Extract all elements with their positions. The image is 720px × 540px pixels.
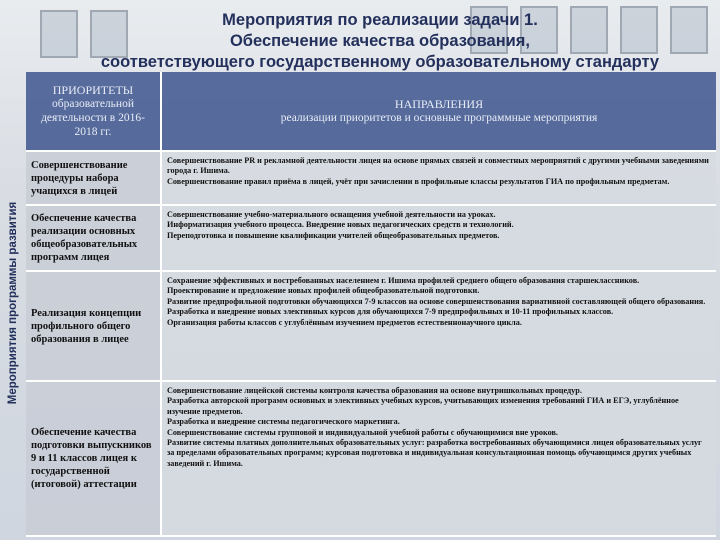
directions-cell-4	[162, 382, 716, 537]
direction-item: Совершенствование лицейской системы контроля качества образования на основе внутришкольных процедур.	[167, 386, 582, 395]
measures-table	[26, 72, 716, 538]
priority-cell-1: Совершенствование процедуры набора учащихся в лицей	[26, 152, 162, 206]
direction-item: Информатизация учебного процесса. Внедрение новых педагогических средств и технологий.	[167, 220, 514, 230]
directions-cell-2	[162, 206, 716, 272]
header-directions-title: НАПРАВЛЕНИЯ	[394, 97, 484, 111]
direction-item: Развитие предпрофильной подготовки обучающихся 7-9 классов на основе совершенствования вариативной составляющей общего образования. Разработка и внедрение новых элективных курсов для обучающихся 7-9 предпрофильных и 10-11 профильных классов.	[167, 296, 706, 317]
direction-item: Сохранение эффективных и востребованных населением г. Ишима профилей среднего общего образования старшеклассников.	[167, 276, 640, 285]
directions-cell-3	[162, 272, 716, 382]
title-line-2: Обеспечение качества образования,	[229, 32, 531, 50]
priority-cell-2: Обеспечение качества реализации основных общеобразовательных программ лицея	[26, 206, 162, 272]
header-directions	[162, 72, 716, 152]
priority-cell-4: Обеспечение качества подготовки выпускников 9 и 11 классов лицея к государственной (итоговой) аттестации	[26, 382, 162, 537]
direction-item: Переподготовка и повышение квалификации учителей общеобразовательных предметов.	[167, 230, 500, 240]
direction-item: Разработка и внедрение системы педагогического маркетинга.	[167, 417, 400, 427]
title-line-3: соответствующего государственному образовательному стандарту	[100, 53, 660, 71]
direction-item: Совершенствование PR и рекламной деятельности лицея на основе прямых связей и совместных мероприятий с другими учебными заведениями города г. Ишима.	[167, 156, 709, 176]
direction-item: Совершенствование правил приёма в лицей, учёт при зачислении в профильные классы результатов ГИА по профильным предметам.	[167, 176, 670, 186]
header-priorities-subtitle: образовательной деятельности в 2016-2018 гг.	[41, 98, 145, 138]
direction-item: Организация работы классов с углублённым изучением предметов естественнонаучного цикла.	[167, 317, 522, 327]
directions-cell-1	[162, 152, 716, 206]
direction-item: Совершенствование учебно-материального оснащения учебной деятельности на уроках.	[167, 210, 496, 219]
direction-item: Совершенствование системы групповой и индивидуальной учебной работы с обучающимися вне уроков.	[167, 427, 558, 437]
direction-item: Проектирование и предложение новых профилей общеобразовательной подготовки.	[167, 286, 480, 296]
slide-title	[40, 10, 720, 73]
side-label	[2, 66, 24, 540]
direction-item: Разработка авторской программ основных и элективных учебных курсов, учитывающих изменения требований ГИА и ЕГЭ, углублённое изучение предметов.	[167, 396, 679, 416]
header-priorities	[26, 72, 162, 152]
header-directions-subtitle: реализации приоритетов и основные программные мероприятия	[280, 112, 598, 124]
priority-cell-3: Реализация концепции профильного общего образования в лицее	[26, 272, 162, 382]
header-priorities-title: ПРИОРИТЕТЫ	[52, 83, 134, 97]
side-label-text: Мероприятия программы развития	[7, 201, 20, 405]
direction-item: Развитие системы платных дополнительных образовательных услуг: разработка востребованных обучающимися лицея образовательных услуг за пределами образовательных программ; курсовая подготовка и индивидуальная консультационная помощь обучающимся других учебных заведений г. Ишима.	[167, 438, 702, 468]
title-line-1: Мероприятия по реализации задачи 1.	[222, 11, 538, 29]
